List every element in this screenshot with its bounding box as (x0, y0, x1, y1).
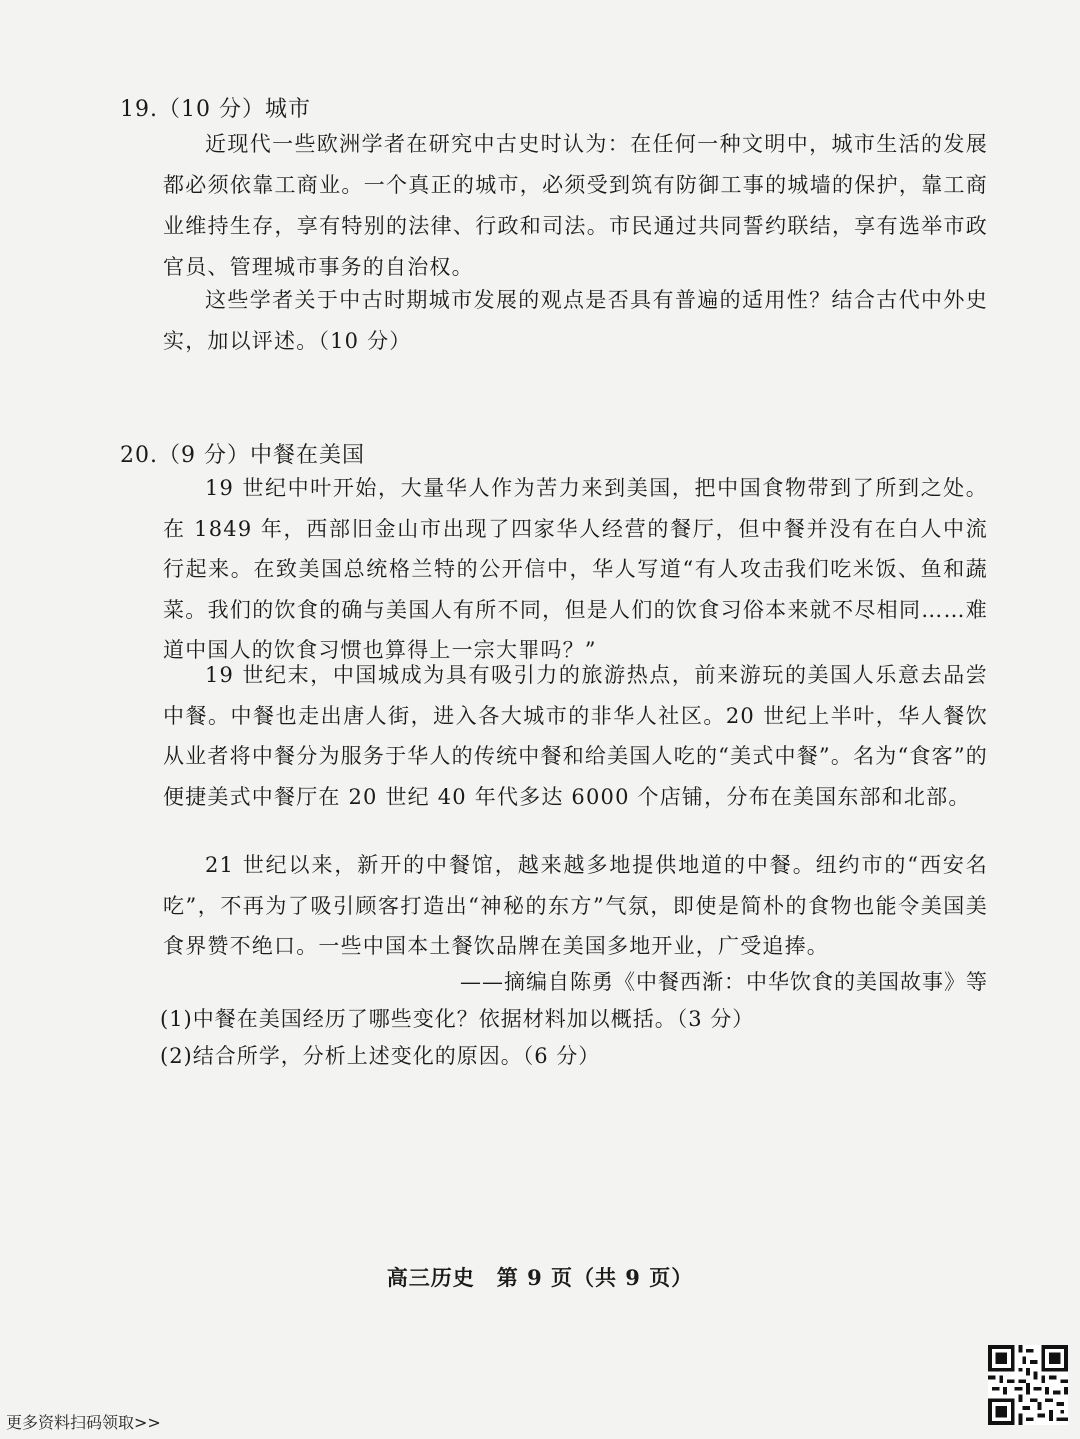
source-citation: ——摘编自陈勇《中餐西渐：中华饮食的美国故事》等 (460, 970, 988, 994)
question-19-prompt: 这些学者关于中古时期城市发展的观点是否具有普遍的适用性？结合古代中外史实，加以评述。（10 分） (163, 288, 988, 353)
page-footer: 高三历史 第 9 页（共 9 页） (386, 1265, 694, 1290)
question-20-paragraph-2: 19 世纪末，中国城成为具有吸引力的旅游热点，前来游玩的美国人乐意去品尝中餐。中餐也走出唐人街，进入各大城市的非华人社区。20 世纪上半叶，华人餐饮从业者将中餐分为服务于华人的传统中餐和给美国人吃的“美式中餐”。名为“食客”的便捷美式中餐厅在 20 世纪 40 年代多达 6000 个店铺，分布在美国东部和北部。 (163, 663, 988, 809)
question-19-title: 19.（10 分）城市 (120, 97, 311, 122)
sub-question-1: (1)中餐在美国经历了哪些变化？依据材料加以概括。（3 分） (160, 1007, 755, 1031)
sub-question-2: (2)结合所学，分析上述变化的原因。（6 分） (160, 1044, 601, 1068)
question-20-title: 20.（9 分）中餐在美国 (120, 443, 365, 468)
qr-code-icon[interactable] (988, 1345, 1068, 1425)
question-20-paragraph-3: 21 世纪以来，新开的中餐馆，越来越多地提供地道的中餐。纽约市的“西安名吃”，不再为了吸引顾客打造出“神秘的东方”气氛，即使是简朴的食物也能令美国美食界赞不绝口。一些中国本土餐饮品牌在美国多地开业，广受追捧。 (163, 853, 988, 958)
question-19-material: 近现代一些欧洲学者在研究中古史时认为：在任何一种文明中，城市生活的发展都必须依靠工商业。一个真正的城市，必须受到筑有防御工事的城墙的保护，靠工商业维持生存，享有特别的法律、行政和司法。市民通过共同誓约联结，享有选举市政官员、管理城市事务的自治权。 (163, 132, 988, 279)
more-materials-link[interactable]: 更多资料扫码领取>> (6, 1413, 161, 1432)
question-20-paragraph-1: 19 世纪中叶开始，大量华人作为苦力来到美国，把中国食物带到了所到之处。在 1849 年，西部旧金山市出现了四家华人经营的餐厅，但中餐并没有在白人中流行起来。在致美国总统格兰特的公开信中，华人写道“有人攻击我们吃米饭、鱼和蔬菜。我们的饮食的确与美国人有所不同，但是人们的饮食习俗本来就不尽相同……难道中国人的饮食习惯也算得上一宗大罪吗？” (163, 476, 988, 662)
